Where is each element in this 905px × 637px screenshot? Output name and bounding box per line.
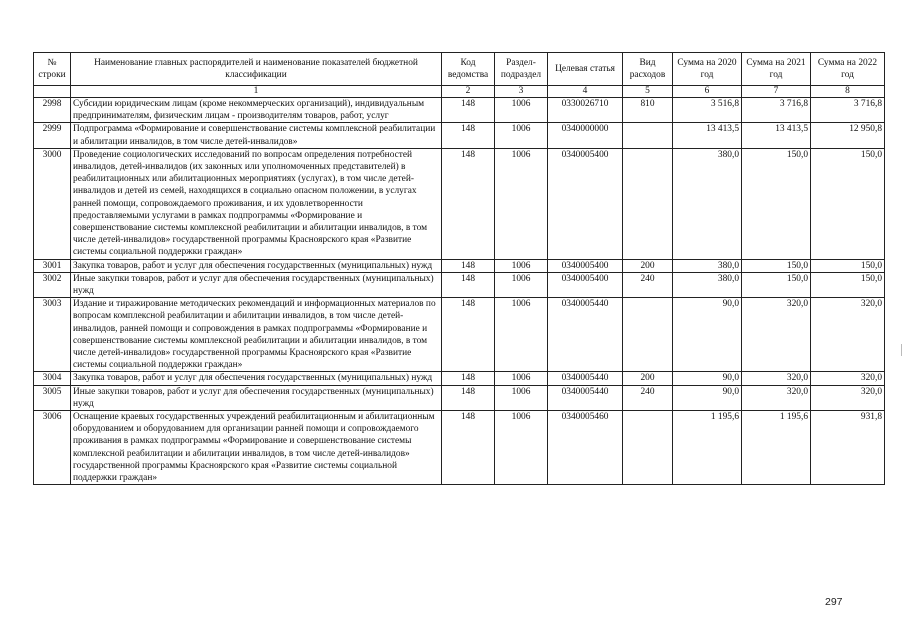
row-name: Подпрограмма «Формирование и совершенствование системы комплексной реабилитации и абилитации инвалидов, в том числе детей-инвалидов» xyxy=(71,123,442,148)
column-number: 1 xyxy=(71,86,442,98)
row-section: 1006 xyxy=(495,123,548,148)
table-row xyxy=(34,372,885,385)
row-expense-type: 200 xyxy=(623,259,673,272)
column-number: 6 xyxy=(673,86,742,98)
row-sum-2022: 150,0 xyxy=(811,272,885,297)
page-number: 297 xyxy=(825,596,843,608)
row-dept-code: 148 xyxy=(442,259,495,272)
row-target: 0340005400 xyxy=(548,272,623,297)
row-sum-2020: 380,0 xyxy=(673,259,742,272)
table-row xyxy=(34,385,885,410)
row-section: 1006 xyxy=(495,272,548,297)
row-expense-type xyxy=(623,411,673,485)
row-target: 0340005400 xyxy=(548,259,623,272)
row-section: 1006 xyxy=(495,385,548,410)
row-name: Закупка товаров, работ и услуг для обеспечения государственных (муниципальных) нужд xyxy=(71,259,442,272)
header-section: Раздел-подраздел xyxy=(495,53,548,86)
row-number: 2999 xyxy=(34,123,71,148)
row-name: Оснащение краевых государственных учреждений реабилитационным и абилитационным оборудованием и оборудованием для организации ранней помощи и сопровождаемого проживания в рамках подпрограммы «Формирование и совершенствование системы комплексной реабилитации и абилитации инвалидов, в том числе детей-инвалидов» государственной программы Красноярского края «Развитие системы социальной поддержки граждан» xyxy=(71,411,442,485)
table-row xyxy=(34,272,885,297)
header-name: Наименование главных распорядителей и наименование показателей бюджетной классификации xyxy=(71,53,442,86)
row-dept-code: 148 xyxy=(442,372,495,385)
row-sum-2022: 320,0 xyxy=(811,372,885,385)
table-row xyxy=(34,98,885,123)
header-sum-2021: Сумма на 2021 год xyxy=(742,53,811,86)
row-sum-2020: 380,0 xyxy=(673,272,742,297)
column-number: 7 xyxy=(742,86,811,98)
row-sum-2022: 12 950,8 xyxy=(811,123,885,148)
column-number: 8 xyxy=(811,86,885,98)
row-sum-2021: 150,0 xyxy=(742,259,811,272)
column-number: 4 xyxy=(548,86,623,98)
row-section: 1006 xyxy=(495,298,548,372)
row-section: 1006 xyxy=(495,148,548,259)
row-dept-code: 148 xyxy=(442,298,495,372)
row-name: Закупка товаров, работ и услуг для обеспечения государственных (муниципальных) нужд xyxy=(71,372,442,385)
row-sum-2021: 320,0 xyxy=(742,385,811,410)
table-row xyxy=(34,259,885,272)
row-name: Проведение социологических исследований по вопросам определения потребностей инвалидов, детей-инвалидов (их законных или уполномоченных представителей) в реабилитационных или абилитационных мероприятиях (услугах), в том числе детей-инвалидов и детей из семей, находящихся в социально опасном положении, в услугах ранней помощи, сопровождаемого проживания, и их удовлетворенности предоставляемыми услугами в рамках подпрограммы «Формирование и совершенствование системы комплексной реабилитации и абилитации инвалидов, в том числе детей-инвалидов» государственной программы Красноярского края «Развитие системы социальной поддержки граждан» xyxy=(71,148,442,259)
column-number-empty xyxy=(34,86,71,98)
row-name: Субсидии юридическим лицам (кроме некоммерческих организаций), индивидуальным предпринимателям, физическим лицам - производителям товаров, работ, услуг xyxy=(71,98,442,123)
header-target: Целевая статья xyxy=(548,53,623,86)
row-expense-type xyxy=(623,298,673,372)
header-expense-type: Вид расходов xyxy=(623,53,673,86)
table-row xyxy=(34,123,885,148)
row-sum-2020: 13 413,5 xyxy=(673,123,742,148)
row-number: 3006 xyxy=(34,411,71,485)
row-sum-2021: 150,0 xyxy=(742,148,811,259)
row-sum-2020: 90,0 xyxy=(673,385,742,410)
row-target: 0340005440 xyxy=(548,372,623,385)
row-dept-code: 148 xyxy=(442,148,495,259)
row-sum-2022: 150,0 xyxy=(811,259,885,272)
row-number: 3004 xyxy=(34,372,71,385)
row-sum-2020: 90,0 xyxy=(673,372,742,385)
header-row-no: № строки xyxy=(34,53,71,86)
row-sum-2022: 150,0 xyxy=(811,148,885,259)
table-row xyxy=(34,411,885,485)
row-name: Издание и тиражирование методических рекомендаций и информационных материалов по вопросам комплексной реабилитации и абилитации инвалидов, в том числе детей-инвалидов, ранней помощи и сопровождения в рамках подпрограммы «Формирование и совершенствование системы комплексной реабилитации и абилитации инвалидов, в том числе детей-инвалидов» государственной программы Красноярского края «Развитие системы социальной поддержки граждан» xyxy=(71,298,442,372)
row-expense-type xyxy=(623,148,673,259)
row-sum-2021: 13 413,5 xyxy=(742,123,811,148)
header-row xyxy=(34,53,885,86)
row-section: 1006 xyxy=(495,98,548,123)
header-sum-2022: Сумма на 2022 год xyxy=(811,53,885,86)
row-sum-2020: 90,0 xyxy=(673,298,742,372)
row-dept-code: 148 xyxy=(442,385,495,410)
row-target: 0340005460 xyxy=(548,411,623,485)
column-number: 2 xyxy=(442,86,495,98)
row-target: 0340005440 xyxy=(548,385,623,410)
row-sum-2022: 320,0 xyxy=(811,298,885,372)
table-row xyxy=(34,148,885,259)
row-section: 1006 xyxy=(495,411,548,485)
row-sum-2021: 320,0 xyxy=(742,298,811,372)
row-name: Иные закупки товаров, работ и услуг для обеспечения государственных (муниципальных) нужд xyxy=(71,385,442,410)
row-sum-2021: 3 716,8 xyxy=(742,98,811,123)
row-sum-2021: 1 195,6 xyxy=(742,411,811,485)
row-dept-code: 148 xyxy=(442,411,495,485)
row-sum-2021: 150,0 xyxy=(742,272,811,297)
row-sum-2022: 3 716,8 xyxy=(811,98,885,123)
row-expense-type: 240 xyxy=(623,272,673,297)
row-target: 0340005440 xyxy=(548,298,623,372)
row-expense-type xyxy=(623,123,673,148)
row-dept-code: 148 xyxy=(442,123,495,148)
row-target: 0340005400 xyxy=(548,148,623,259)
row-expense-type: 810 xyxy=(623,98,673,123)
row-number: 3002 xyxy=(34,272,71,297)
row-section: 1006 xyxy=(495,259,548,272)
row-number: 3001 xyxy=(34,259,71,272)
row-sum-2020: 3 516,8 xyxy=(673,98,742,123)
row-dept-code: 148 xyxy=(442,98,495,123)
row-sum-2020: 380,0 xyxy=(673,148,742,259)
row-section: 1006 xyxy=(495,372,548,385)
row-number: 3003 xyxy=(34,298,71,372)
scan-artifact-line xyxy=(901,344,902,356)
row-sum-2020: 1 195,6 xyxy=(673,411,742,485)
row-expense-type: 240 xyxy=(623,385,673,410)
row-target: 0330026710 xyxy=(548,98,623,123)
column-number: 3 xyxy=(495,86,548,98)
row-name: Иные закупки товаров, работ и услуг для обеспечения государственных (муниципальных) нужд xyxy=(71,272,442,297)
column-numbers-row xyxy=(34,86,885,98)
budget-table xyxy=(33,52,885,485)
row-target: 0340000000 xyxy=(548,123,623,148)
row-sum-2022: 931,8 xyxy=(811,411,885,485)
row-sum-2022: 320,0 xyxy=(811,385,885,410)
row-expense-type: 200 xyxy=(623,372,673,385)
table-row xyxy=(34,298,885,372)
row-number: 3005 xyxy=(34,385,71,410)
column-number: 5 xyxy=(623,86,673,98)
row-dept-code: 148 xyxy=(442,272,495,297)
row-sum-2021: 320,0 xyxy=(742,372,811,385)
header-sum-2020: Сумма на 2020 год xyxy=(673,53,742,86)
header-dept-code: Код ведомства xyxy=(442,53,495,86)
row-number: 3000 xyxy=(34,148,71,259)
row-number: 2998 xyxy=(34,98,71,123)
